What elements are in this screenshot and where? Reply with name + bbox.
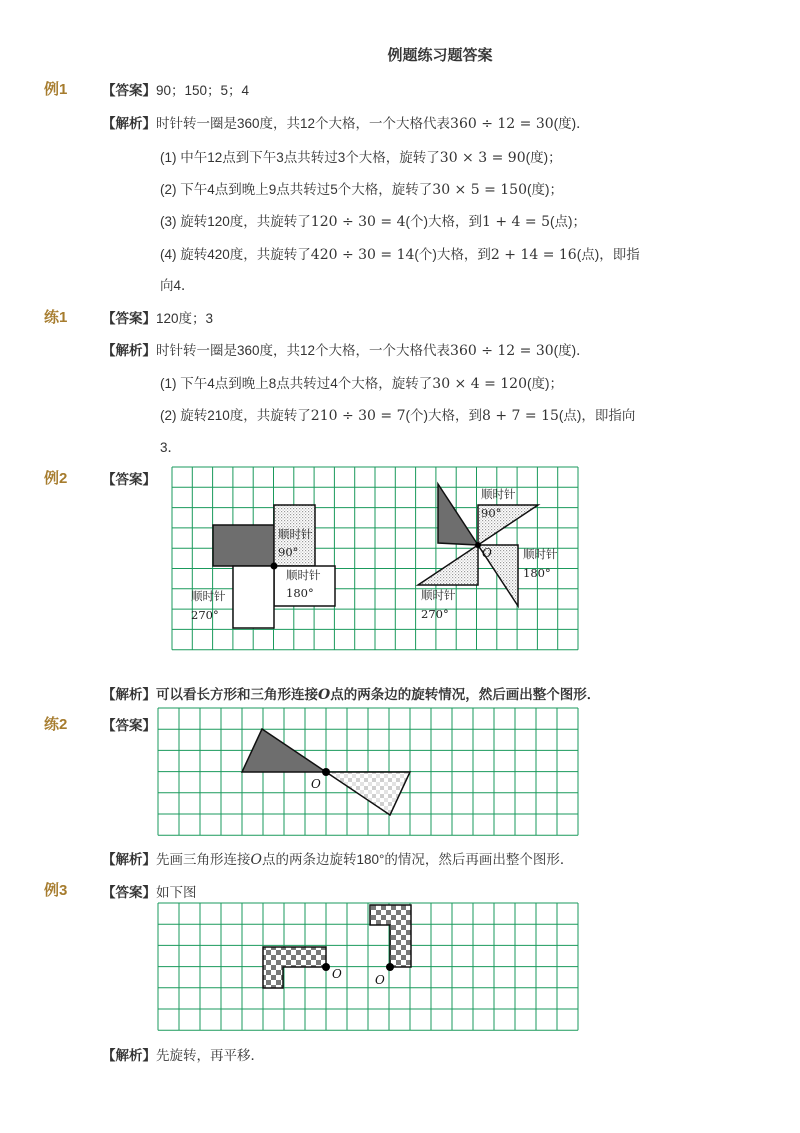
ex1-step-3-unit: (点)； xyxy=(549,214,586,229)
ex3-figure xyxy=(156,900,586,1039)
ex2-right-label-270: 270° xyxy=(421,607,449,621)
pr1-intro-text: 时针转一圈是360度，共12个大格，一个大格代表 xyxy=(156,343,451,358)
ex2-analysis-text-b: 点的两条边的旋转情况，然后画出整个图形． xyxy=(330,687,601,702)
pr2-analysis-line xyxy=(102,848,573,868)
pr1-answer: 120度；3 xyxy=(156,311,214,326)
ex2-left-label-180: 180° xyxy=(286,586,314,600)
answer-tag: 【答案】 xyxy=(102,311,156,326)
ex1-intro-math: 360 ÷ 12 = 30 xyxy=(450,116,554,132)
ex3-right-pivot xyxy=(386,963,394,971)
ex1-step-4-math-1: 420 ÷ 30 = 14 xyxy=(310,247,415,263)
analysis-tag: 【解析】 xyxy=(102,116,156,131)
ex1-step-4-cont: 向4． xyxy=(160,278,195,293)
ex3-shape-left xyxy=(263,947,326,988)
ex1-intro-text: 时针转一圈是360度，共12个大格，一个大格代表 xyxy=(156,116,451,131)
ex2-right-pivot-label: O xyxy=(482,546,492,560)
ex2-left-label-cw-180: 顺时针 xyxy=(286,568,321,582)
ex2-left-label-cw-270: 顺时针 xyxy=(191,589,226,603)
pr2-grid-svg xyxy=(156,706,586,838)
ex1-step-4-text: (4) 旋转420度，共旋转了 xyxy=(160,247,311,262)
pr1-answer-line xyxy=(102,307,213,327)
pr1-step-1 xyxy=(160,372,563,392)
answer-tag: 【答案】 xyxy=(102,472,156,487)
pr1-analysis-line xyxy=(102,339,590,359)
example-2-label: 例2 xyxy=(44,470,68,487)
ex1-step-3-math-1: 120 ÷ 30 = 4 xyxy=(310,214,406,230)
pr2-pivot-label: O xyxy=(311,777,321,791)
ex2-right-label-90: 90° xyxy=(481,506,502,520)
ex2-right-label-cw-270: 顺时针 xyxy=(421,588,456,602)
pr2-figure xyxy=(156,706,586,843)
ex1-step-1-math: 30 × 3 = 90 xyxy=(439,150,526,166)
ex1-step-4 xyxy=(160,243,640,263)
pr1-step-2-unit: (点)，即指向 xyxy=(558,408,636,423)
ex2-analysis-point-o: O xyxy=(318,687,331,703)
ex1-analysis-line xyxy=(102,112,590,132)
ex1-step-1-text: (1) 中午12点到下午3点共转过3个大格，旋转了 xyxy=(160,150,440,165)
pr2-analysis-point-o: O xyxy=(250,852,262,868)
ex1-step-3 xyxy=(160,210,586,230)
pr1-step-1-math: 30 × 4 = 120 xyxy=(432,376,527,392)
ex1-step-2 xyxy=(160,178,563,198)
ex3-right-pivot-label: O xyxy=(375,973,385,987)
analysis-tag: 【解析】 xyxy=(102,1048,156,1063)
practice-1-label: 练1 xyxy=(44,309,68,326)
answer-tag: 【答案】 xyxy=(102,718,156,733)
ex3-grid-svg xyxy=(156,900,586,1034)
pr1-step-1-text: (1) 下午4点到晚上8点共转过4个大格，旋转了 xyxy=(160,376,433,391)
pr1-step-2-text: (2) 旋转210度，共旋转了 xyxy=(160,408,311,423)
ex1-answer-line xyxy=(102,79,249,99)
analysis-tag: 【解析】 xyxy=(102,852,156,867)
example-1-label: 例1 xyxy=(44,81,68,98)
ex1-step-2-text: (2) 下午4点到晚上9点共转过5个大格，旋转了 xyxy=(160,182,433,197)
ex1-step-4-math-2: 2 + 14 = 16 xyxy=(490,247,577,263)
ex2-figure xyxy=(170,466,582,656)
pr1-step-2 xyxy=(160,404,635,424)
ex2-right-tri-original xyxy=(438,484,478,545)
ex2-left-label-90: 90° xyxy=(278,545,299,559)
ex2-analysis-line xyxy=(102,683,600,703)
ex3-analysis-line xyxy=(102,1044,264,1064)
pr1-step-2-mid: (个)大格，到 xyxy=(405,408,482,423)
pr1-intro-unit: (度)． xyxy=(553,343,590,358)
ex2-right-label-180: 180° xyxy=(523,566,551,580)
ex3-analysis-text: 先旋转，再平移． xyxy=(156,1048,264,1063)
pr1-step-2-cont: 3． xyxy=(160,440,182,455)
ex3-left-pivot-label: O xyxy=(332,967,342,981)
ex1-answer: 90；150；5；4 xyxy=(156,83,250,98)
example-3-label: 例3 xyxy=(44,882,68,899)
ex2-grid-svg xyxy=(170,466,582,651)
ex2-analysis-text-a: 可以看长方形和三角形连接 xyxy=(156,687,318,702)
ex1-step-4-unit: (点)，即指 xyxy=(576,247,640,262)
pr2-analysis-text-a: 先画三角形连接 xyxy=(156,852,251,867)
answer-tag: 【答案】 xyxy=(102,885,156,900)
ex3-grid xyxy=(158,903,578,1030)
ex1-step-3-mid: (个)大格，到 xyxy=(405,214,482,229)
ex2-right-tri-270 xyxy=(418,545,478,585)
pr1-intro-math: 360 ÷ 12 = 30 xyxy=(450,343,554,359)
pr1-step-2-math-2: 8 + 7 = 15 xyxy=(482,408,559,424)
ex1-intro-unit: (度)． xyxy=(553,116,590,131)
ex1-step-3-math-2: 1 + 4 = 5 xyxy=(482,214,550,230)
ex1-step-2-unit: (度)； xyxy=(527,182,563,197)
ex3-answer: 如下图 xyxy=(156,885,197,900)
ex3-shape-right xyxy=(370,905,411,967)
ex2-left-rect-270 xyxy=(233,566,274,628)
pr2-answer-tag xyxy=(102,714,156,734)
ex2-right-label-cw-90: 顺时针 xyxy=(481,487,516,501)
ex1-step-1 xyxy=(160,146,562,166)
ex1-step-2-math: 30 × 5 = 150 xyxy=(432,182,527,198)
analysis-tag: 【解析】 xyxy=(102,343,156,358)
ex2-left-label-cw-90: 顺时针 xyxy=(278,527,313,541)
ex2-right-label-cw-180: 顺时针 xyxy=(523,547,558,561)
analysis-tag: 【解析】 xyxy=(102,687,156,702)
ex1-step-1-unit: (度)； xyxy=(525,150,562,165)
ex2-right-pivot xyxy=(475,542,481,548)
ex2-left-rect-original xyxy=(213,525,274,566)
pr2-pivot xyxy=(322,768,330,776)
pr1-step-1-unit: (度)； xyxy=(527,376,563,391)
pr1-step-2-math-1: 210 ÷ 30 = 7 xyxy=(310,408,406,424)
page-title: 例题练习题答案 xyxy=(387,47,493,64)
ex2-answer-tag xyxy=(102,468,156,488)
ex1-step-3-text: (3) 旋转120度，共旋转了 xyxy=(160,214,311,229)
ex2-left-pivot xyxy=(271,563,278,570)
practice-2-label: 练2 xyxy=(44,716,68,733)
ex3-left-pivot xyxy=(322,963,330,971)
answer-tag: 【答案】 xyxy=(102,83,156,98)
pr2-analysis-text-b: 点的两条边旋转180°的情况，然后再画出整个图形． xyxy=(261,852,574,867)
ex1-step-4-mid: (个)大格，到 xyxy=(414,247,491,262)
ex3-answer-line xyxy=(102,881,197,901)
ex2-left-label-270: 270° xyxy=(191,608,219,622)
